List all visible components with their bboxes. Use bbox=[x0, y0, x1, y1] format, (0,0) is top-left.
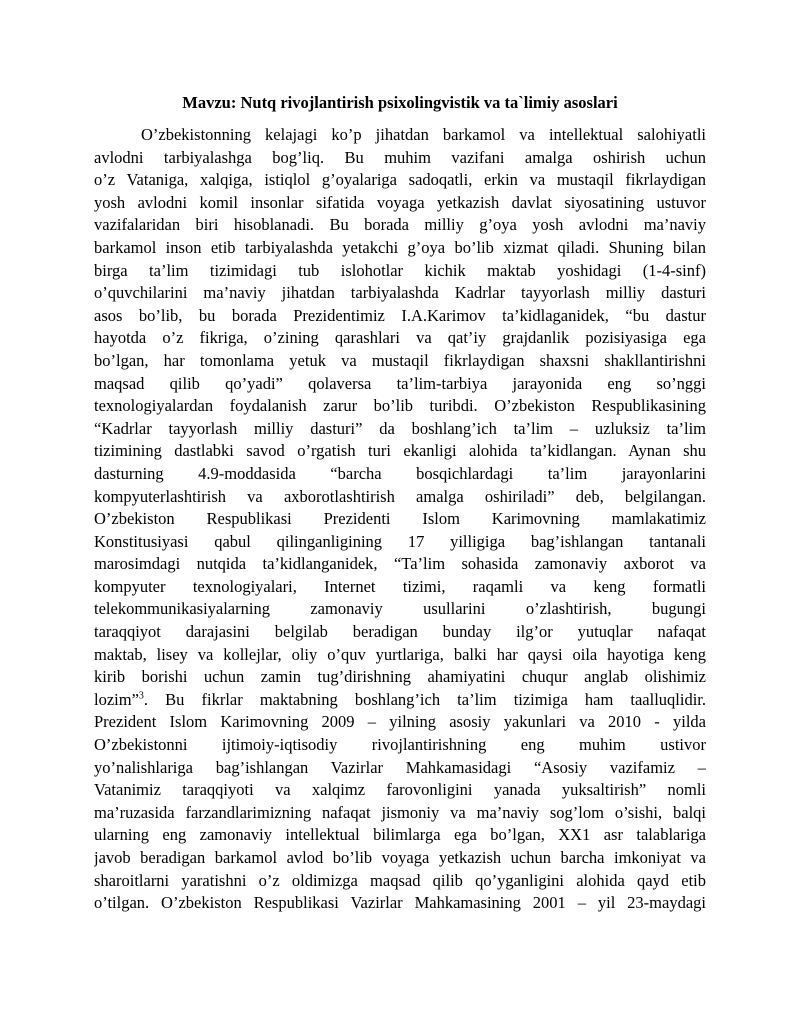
footnote-lead: lozim” bbox=[94, 689, 139, 709]
text-line: kirib borishi uchun zamin tug’dirishning ahamiyatini chuqur anglab olishimiz bbox=[94, 667, 706, 687]
text-line: javob beradigan barkamol avlod bo’lib voyaga yetkazish uchun barcha imkoniyat va bbox=[94, 848, 706, 867]
text-line: kompyuter texnologiyalari, Internet tizimi, raqamli va keng formatli bbox=[94, 576, 706, 596]
text-line: Prezident Islom Karimovning 2009 – yilning asosiy yakunlari va 2010 - yilda bbox=[94, 712, 706, 732]
footnote-tail: . Bu fikrlar maktabning boshlang’ich ta’lim tizimiga ham taalluqlidir. bbox=[143, 689, 706, 709]
text-line-with-footnote bbox=[94, 689, 706, 712]
text-line: taraqqiyot darajasini belgilab beradigan bunday ilg’or yutuqlar nafaqat bbox=[94, 622, 706, 642]
text-line: yo’nalishlariga bag’ishlangan Vazirlar Mahkamasidagi “Asosiy vazifamiz – bbox=[94, 757, 706, 777]
text-line: maktab, lisey va kollejlar, oliy o’quv yurtlariga, balki har qaysi oila hayotiga keng bbox=[94, 644, 706, 664]
text-line: O’zbekistonni ijtimoiy-iqtisodiy rivojlantirishning eng muhim ustivor bbox=[94, 735, 706, 755]
text-line: yosh avlodni komil insonlar sifatida voyaga yetkazish davlat siyosatining ustuvor bbox=[94, 192, 706, 212]
footnote-ref[interactable]: 3 bbox=[138, 690, 144, 702]
text-line: telekommunikasiyalarning zamonaviy usullarini o’zlashtirish, bugungi bbox=[94, 599, 706, 619]
text-line: tizimining dastlabki savod o’rgatish turi ekanligi alohida ta’kidlangan. Aynan shu bbox=[94, 441, 706, 461]
text-line: marosimdagi nutqida ta’kidlanganidek, “Ta’lim sohasida zamonaviy axborot va bbox=[94, 554, 706, 574]
text-line: dasturning 4.9-moddasida “barcha bosqichlardagi ta’lim jarayonlarini bbox=[94, 463, 706, 483]
body-paragraph bbox=[94, 124, 706, 915]
text-line: O’zbekiston Respublikasi Prezidenti Islom Karimovning mamlakatimiz bbox=[94, 509, 706, 529]
text-line: ma’ruzasida farzandlarimizning nafaqat jismoniy va ma’naviy sog’lom o’sishi, balqi bbox=[94, 802, 706, 822]
text-line: kompyuterlashtirish va axborotlashtirish amalga oshiriladi” deb, belgilangan. bbox=[94, 486, 706, 506]
text-line: “Kadrlar tayyorlash milliy dasturi” da boshlang’ich ta’lim – uzluksiz ta’lim bbox=[94, 418, 706, 438]
text-line: sharoitlarni yaratishni o’z oldimizga maqsad qilib qo’yganligini alohida qayd etib bbox=[94, 870, 706, 890]
text-line: asos bo’lib, bu borada Prezidentimiz I.A.Karimov ta’kidlaganidek, “bu dastur bbox=[94, 305, 706, 325]
text-line: o’quvchilarini ma’naviy jihatdan tarbiyalashda Kadrlar tayyorlash milliy dasturi bbox=[94, 283, 706, 303]
text-line: vazifalaridan biri hisoblanadi. Bu borada milliy g’oya yosh avlodni ma’naviy bbox=[94, 215, 706, 235]
text-line: hayotda o’z fikriga, o’zining qarashlari va qat’iy grajdanlik pozisiyasiga ega bbox=[94, 328, 706, 348]
text-line: Konstitusiyasi qabul qilinganligining 17 yilligiga bag’ishlangan tantanali bbox=[94, 531, 706, 551]
text-line: bo’lgan, har tomonlama yetuk va mustaqil fikrlaydigan shaxsni shakllantirishni bbox=[94, 350, 706, 370]
text-line: Vatanimiz taraqqiyoti va xalqimz farovonligini yanada yuksaltirish” nomli bbox=[94, 780, 706, 800]
text-line: birga ta’lim tizimidagi tub islohotlar kichik maktab yoshidagi (1-4-sinf) bbox=[94, 260, 706, 280]
text-line: o’z Vataniga, xalqiga, istiqlol g’oyalariga sadoqatli, erkin va mustaqil fikrlaydigan bbox=[94, 170, 706, 190]
text-line: texnologiyalardan foydalanish zarur bo’lib turibdi. O’zbekiston Respublikasining bbox=[94, 396, 706, 416]
text-line: O’zbekistonning kelajagi ko’p jihatdan barkamol va intellektual salohiyatli bbox=[141, 125, 706, 144]
text-line: barkamol inson etib tarbiyalashda yetakchi g’oya bo’lib xizmat qiladi. Shuning bilan bbox=[94, 237, 706, 257]
text-line: o’tilgan. O’zbekiston Respublikasi Vazirlar Mahkamasining 2001 – yil 23-maydagi bbox=[94, 893, 706, 913]
text-line: maqsad qilib qo’yadi” qolaversa ta’lim-tarbiya jarayonida eng so’nggi bbox=[94, 373, 706, 393]
text-line: avlodni tarbiyalashga bog’liq. Bu muhim vazifani amalga oshirish uchun bbox=[94, 147, 706, 167]
document-title: Mavzu: Nutq rivojlantirish psixolingvistik va ta`limiy asoslari bbox=[182, 93, 618, 112]
text-line: ularning eng zamonaviy intellektual bilimlarga ega bo’lgan, XX1 asr talablariga bbox=[94, 825, 706, 845]
